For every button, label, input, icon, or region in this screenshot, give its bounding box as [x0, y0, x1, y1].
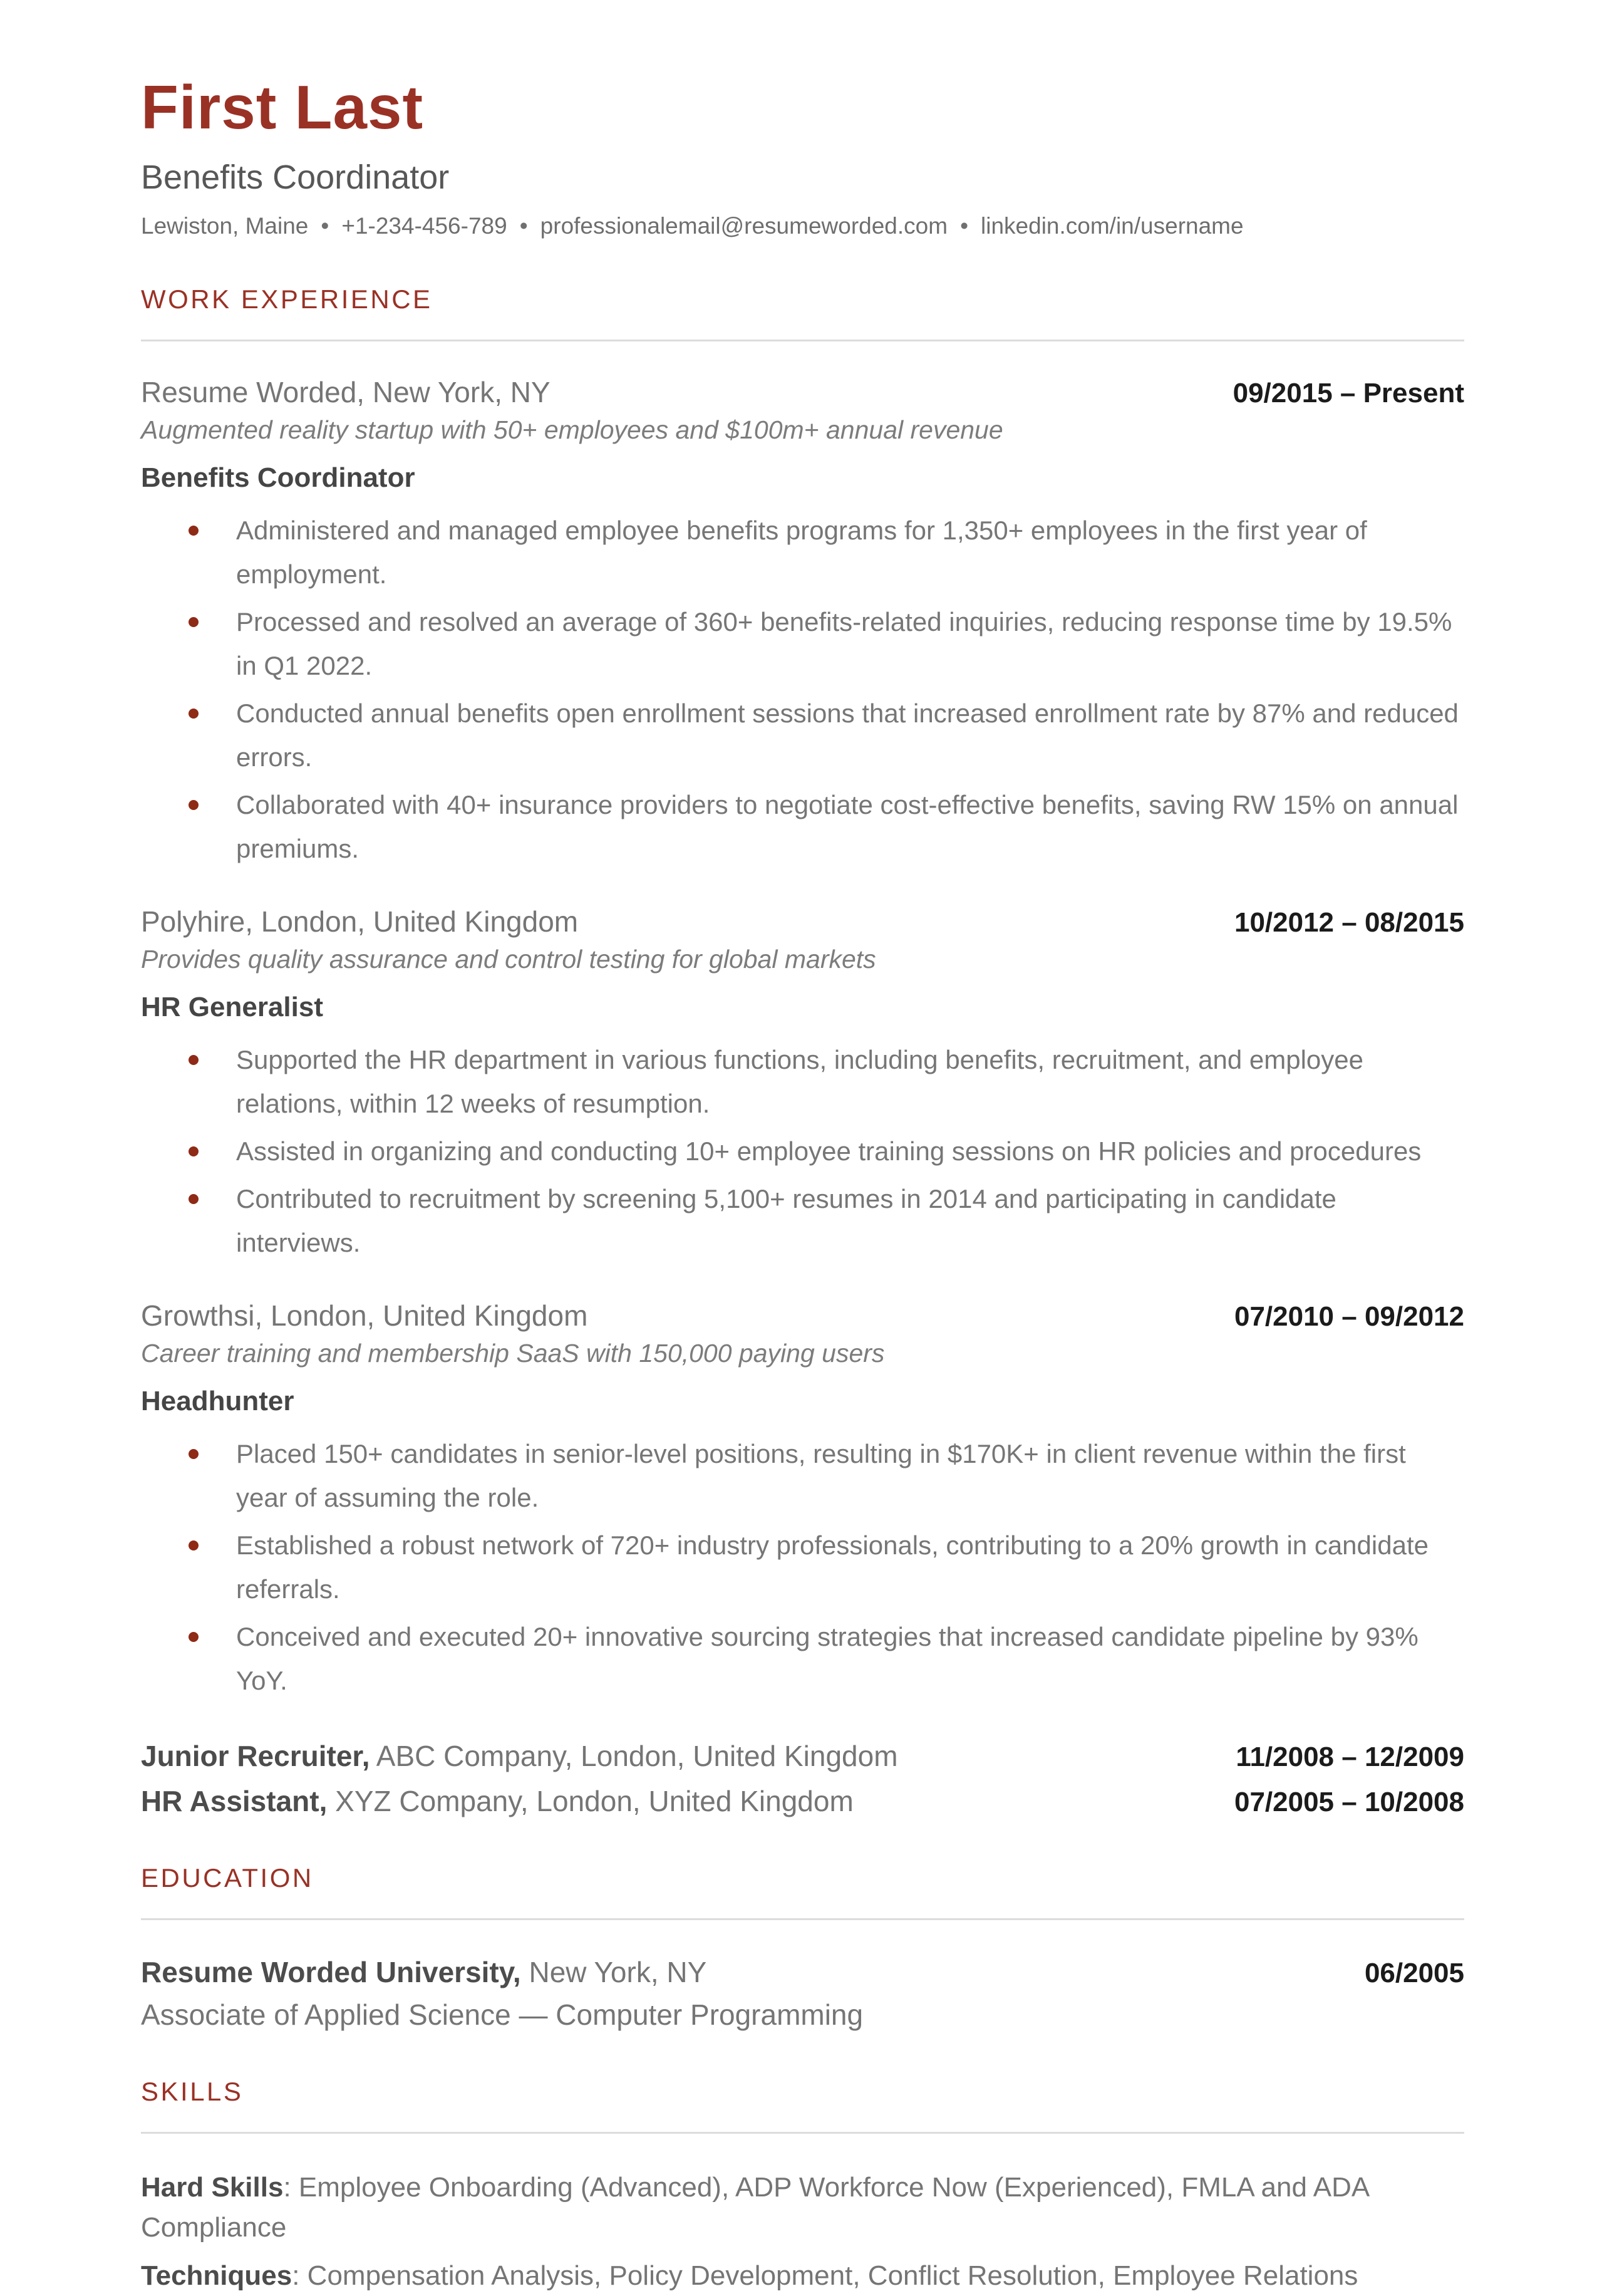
bullet-item: Placed 150+ candidates in senior-level positions, resulting in $170K+ in client revenue within the first year of assuming the role. — [236, 1432, 1464, 1520]
section-divider — [141, 340, 1464, 341]
resume-header — [141, 74, 1464, 239]
section-heading-education: EDUCATION — [141, 1862, 314, 1893]
job-company: Growthsi, London, United Kingdom — [141, 1299, 588, 1332]
skills-section — [141, 2077, 1464, 2296]
bullet-item: Contributed to recruitment by screening 5,100+ resumes in 2014 and participating in candidate interviews. — [236, 1177, 1464, 1265]
section-heading-skills: SKILLS — [141, 2076, 244, 2106]
bullet-item: Supported the HR department in various functions, including benefits, recruitment, and employee relations, within 12 weeks of resumption. — [236, 1038, 1464, 1126]
job-role-title: HR Generalist — [141, 991, 323, 1022]
education-entry — [141, 1955, 1464, 2032]
job-role-title: Benefits Coordinator — [141, 462, 415, 493]
earlier-roles — [141, 1739, 1464, 1818]
person-title: Benefits Coordinator — [141, 158, 450, 196]
section-divider — [141, 2132, 1464, 2134]
compact-job-dates: 07/2005 – 10/2008 — [1234, 1786, 1464, 1817]
job-entry — [141, 905, 1464, 1265]
contact-separator: • — [519, 212, 528, 239]
job-dates: 09/2015 – Present — [1233, 377, 1464, 408]
job-description: Career training and membership SaaS with 150,000 paying users — [141, 1338, 885, 1368]
education-school — [141, 1955, 706, 1989]
job-dates: 10/2012 – 08/2015 — [1234, 906, 1464, 938]
skills-text: : Compensation Analysis, Policy Development, Conflict Resolution, Employee Relations — [292, 2260, 1358, 2292]
compact-job-label — [141, 1739, 898, 1773]
compact-job-row — [141, 1739, 1464, 1773]
education-school-name: Resume Worded University, — [141, 1955, 521, 1988]
job-bullets — [141, 509, 1464, 871]
contact-separator: • — [321, 212, 329, 239]
bullet-item: Conducted annual benefits open enrollment sessions that increased enrollment rate by 87% and reduced errors. — [236, 692, 1464, 779]
education-school-location: New York, NY — [520, 1955, 707, 1988]
bullet-item: Conceived and executed 20+ innovative sourcing strategies that increased candidate pipeline by 93% YoY. — [236, 1615, 1464, 1703]
skills-label: Techniques — [141, 2260, 292, 2292]
bullet-item: Established a robust network of 720+ industry professionals, contributing to a 20% growth in candidate referrals. — [236, 1524, 1464, 1611]
job-company: Resume Worded, New York, NY — [141, 375, 550, 408]
bullet-item: Administered and managed employee benefits programs for 1,350+ employees in the first year of employment. — [236, 509, 1464, 596]
job-entry — [141, 375, 1464, 871]
job-dates: 07/2010 – 09/2012 — [1234, 1301, 1464, 1332]
contact-linkedin[interactable]: linkedin.com/in/username — [981, 212, 1244, 239]
job-header-row — [141, 375, 1464, 409]
job-company: Polyhire, London, United Kingdom — [141, 905, 579, 938]
job-bullets — [141, 1432, 1464, 1703]
education-section — [141, 1863, 1464, 2032]
work-experience-section — [141, 284, 1464, 1818]
contact-email[interactable]: professionalemail@resumeworded.com — [540, 212, 948, 239]
job-bullets — [141, 1038, 1464, 1265]
bullet-item: Collaborated with 40+ insurance providers to negotiate cost-effective benefits, saving RW 15% on annual premiums. — [236, 783, 1464, 871]
job-header-row — [141, 1299, 1464, 1332]
compact-job-label — [141, 1784, 854, 1818]
job-description: Augmented reality startup with 50+ employees and $100m+ annual revenue — [141, 415, 1003, 444]
skills-label: Hard Skills — [141, 2171, 284, 2203]
compact-job-row — [141, 1784, 1464, 1818]
skills-line-techniques — [141, 2256, 1464, 2296]
section-divider — [141, 1918, 1464, 1920]
contact-location: Lewiston, Maine — [141, 212, 309, 239]
bullet-item: Assisted in organizing and conducting 10+ employee training sessions on HR policies and procedures — [236, 1130, 1464, 1173]
job-header-row — [141, 905, 1464, 938]
compact-job-company: ABC Company, London, United Kingdom — [370, 1739, 898, 1772]
bullet-item: Processed and resolved an average of 360+ benefits-related inquiries, reducing response time by 19.5% in Q1 2022. — [236, 600, 1464, 688]
skills-line-hard-skills — [141, 2168, 1464, 2248]
education-degree: Associate of Applied Science — Computer Programming — [141, 1998, 864, 2031]
job-description: Provides quality assurance and control testing for global markets — [141, 944, 876, 974]
job-entry — [141, 1299, 1464, 1703]
contact-line — [141, 213, 1464, 239]
education-dates: 06/2005 — [1364, 1957, 1464, 1988]
education-header-row — [141, 1955, 1464, 1989]
compact-job-company: XYZ Company, London, United Kingdom — [327, 1784, 854, 1817]
person-name: First Last — [141, 73, 424, 142]
skills-text: : Employee Onboarding (Advanced), ADP Workforce Now (Experienced), FMLA and ADA Compliance — [141, 2171, 1368, 2243]
compact-job-title: Junior Recruiter, — [141, 1739, 370, 1772]
job-role-title: Headhunter — [141, 1385, 294, 1416]
contact-separator: • — [960, 212, 969, 239]
contact-phone: +1-234-456-789 — [341, 212, 507, 239]
section-heading-work: WORK EXPERIENCE — [141, 284, 433, 314]
compact-job-title: HR Assistant, — [141, 1784, 328, 1817]
compact-job-dates: 11/2008 – 12/2009 — [1236, 1741, 1464, 1772]
